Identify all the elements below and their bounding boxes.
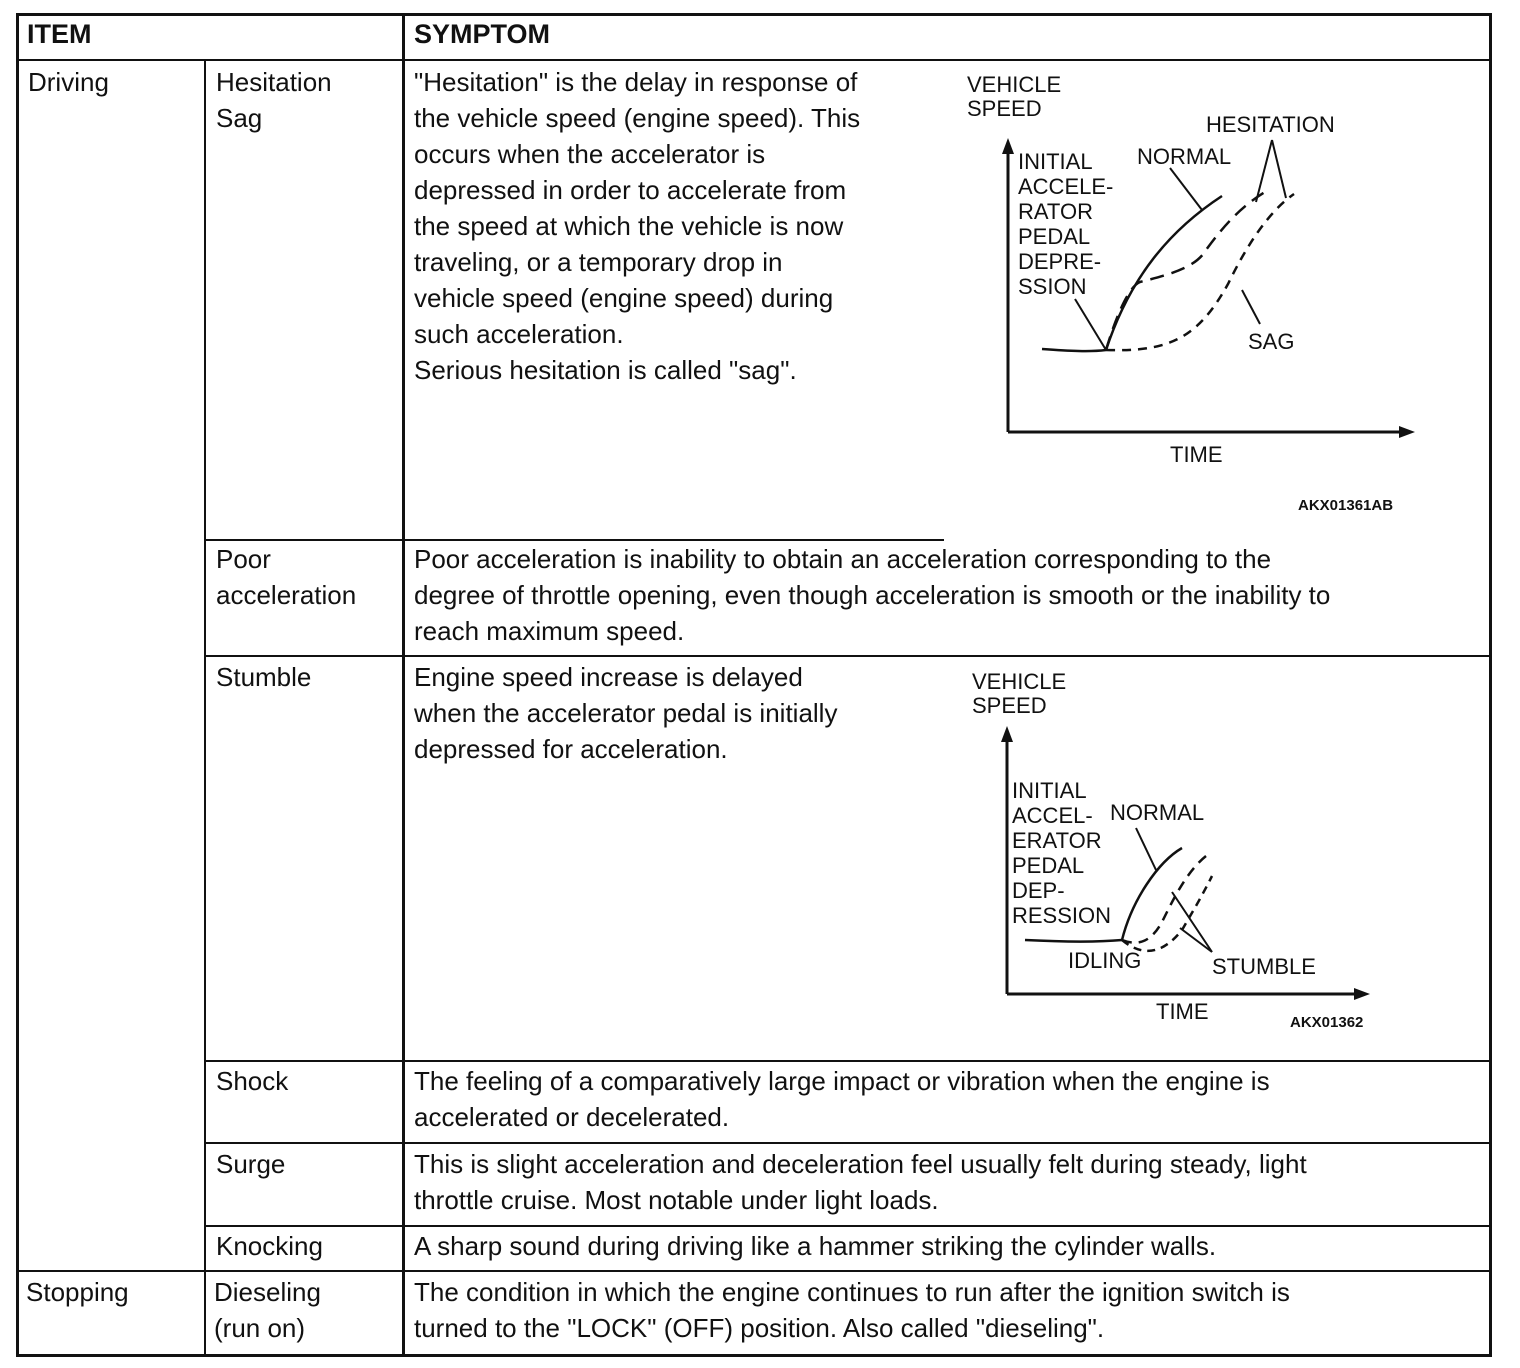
fig1-initial-label: PEDAL	[1018, 224, 1091, 249]
symptom-surge: This is slight acceleration and deceleration feel usually felt during steady, light throttle cruise. Most notable under light loads.	[414, 1149, 1307, 1215]
fig2-initial-label: INITIAL	[1012, 778, 1087, 803]
table-border-top	[16, 13, 1492, 16]
fig2-initial-label: ERATOR	[1012, 828, 1102, 853]
fig2-code: AKX01362	[1290, 1014, 1364, 1031]
fig1-leader-hesitation	[1272, 140, 1286, 198]
fig1-hesitation-curve	[1106, 192, 1265, 350]
fig1-hesitation-label: HESITATION	[1206, 112, 1335, 137]
fig2-y-axis-label: VEHICLE	[972, 669, 1067, 694]
row-divider	[204, 655, 1492, 657]
fig1-x-axis-label: TIME	[1170, 442, 1223, 467]
fig1-code: AKX01361AB	[1298, 497, 1394, 514]
fig1-normal-curve	[1106, 196, 1222, 350]
symptom-poor-acceleration: Poor acceleration is inability to obtain an acceleration corresponding to the degree of throttle opening, even though acceleration is smooth or the inability to reach maximum speed.	[414, 544, 1331, 646]
table-border-right	[1489, 13, 1492, 1357]
symptom-shock: The feeling of a comparatively large impact or vibration when the engine is accelerated or decelerated.	[414, 1066, 1270, 1132]
header-item: ITEM	[27, 19, 92, 49]
fig1-y-axis-label: VEHICLE	[967, 72, 1062, 97]
fig2-y-arrowhead	[1001, 726, 1013, 742]
fig1-y-axis-label: SPEED	[967, 96, 1042, 121]
category-driving: Driving	[28, 67, 109, 97]
item-stumble: Stumble	[216, 662, 312, 692]
fig2-initial-label: DEP-	[1012, 878, 1065, 903]
fig1-initial-label: SSION	[1018, 274, 1087, 299]
fig2-idling-label: IDLING	[1068, 948, 1142, 973]
symptom-column-divider	[402, 13, 405, 1357]
hesitation-sag-diagram	[940, 62, 1480, 532]
fig1-idle-curve	[1042, 349, 1106, 351]
fig2-leader-stumble	[1180, 928, 1212, 952]
fig2-normal-label: NORMAL	[1110, 800, 1205, 825]
fig2-leader-normal	[1136, 828, 1156, 870]
table-border-bottom	[16, 1354, 1492, 1357]
item-shock: Shock	[216, 1066, 289, 1096]
item-poor-acceleration: Poor acceleration	[216, 544, 357, 610]
row-divider	[204, 1225, 1492, 1227]
fig1-leader-hesitation	[1256, 140, 1272, 202]
table-border-left	[16, 13, 19, 1357]
fig1-y-arrowhead	[1002, 138, 1014, 154]
header-divider	[16, 59, 1492, 61]
symptom-knocking: A sharp sound during driving like a hammer striking the cylinder walls.	[414, 1231, 1217, 1261]
symptom-dieseling: The condition in which the engine continues to run after the ignition switch is turned to the "LOCK" (OFF) position. Also called "dieseling".	[414, 1277, 1290, 1343]
fig1-initial-label: DEPRE-	[1018, 249, 1102, 274]
item-hesitation-sag: Hesitation Sag	[216, 67, 332, 133]
fig1-initial-label: INITIAL	[1018, 149, 1093, 174]
fig1-leader-normal	[1170, 168, 1202, 210]
stumble-diagram	[950, 660, 1470, 1050]
fig1-sag-label: SAG	[1248, 329, 1295, 354]
fig1-normal-label: NORMAL	[1137, 144, 1232, 169]
fig2-stumble-curve-1	[1122, 856, 1206, 943]
item-surge: Surge	[216, 1149, 286, 1179]
item-dieseling: Dieseling (run on)	[214, 1277, 321, 1343]
fig2-y-axis-label: SPEED	[972, 693, 1047, 718]
header-symptom: SYMPTOM	[414, 19, 551, 49]
fig2-initial-label: ACCEL-	[1012, 803, 1093, 828]
fig1-initial-label: ACCELE-	[1018, 174, 1114, 199]
fig1-x-arrowhead	[1399, 426, 1415, 438]
fig2-initial-label: PEDAL	[1012, 853, 1085, 878]
fig1-sag-curve	[1106, 194, 1294, 350]
fig2-stumble-label: STUMBLE	[1212, 954, 1316, 979]
fig2-idle-curve	[1025, 940, 1122, 942]
item-column-divider	[204, 59, 206, 1357]
fig2-leader-stumble	[1172, 892, 1212, 952]
symptom-hesitation: "Hesitation" is the delay in response of the vehicle speed (engine speed). This occurs when the accelerator is depressed in order to accelerate from the speed at which the vehicle is now traveling, or a temporary drop in vehicle speed (engine speed) during such acceleration. Serious hesitation is called "sag".	[414, 67, 861, 385]
fig1-leader-sag	[1242, 290, 1260, 324]
row-divider	[204, 1060, 1492, 1062]
fig1-leader-initial	[1075, 299, 1106, 350]
fig2-x-axis-label: TIME	[1156, 999, 1209, 1024]
category-stopping: Stopping	[26, 1277, 129, 1307]
item-knocking: Knocking	[216, 1231, 323, 1261]
fig2-initial-label: RESSION	[1012, 903, 1112, 928]
fig1-initial-label: RATOR	[1018, 199, 1093, 224]
row-divider	[204, 1142, 1492, 1144]
category-divider	[16, 1270, 1492, 1272]
fig2-x-arrowhead	[1354, 988, 1370, 1000]
symptom-stumble: Engine speed increase is delayed when the accelerator pedal is initially depressed for acceleration.	[414, 662, 838, 764]
